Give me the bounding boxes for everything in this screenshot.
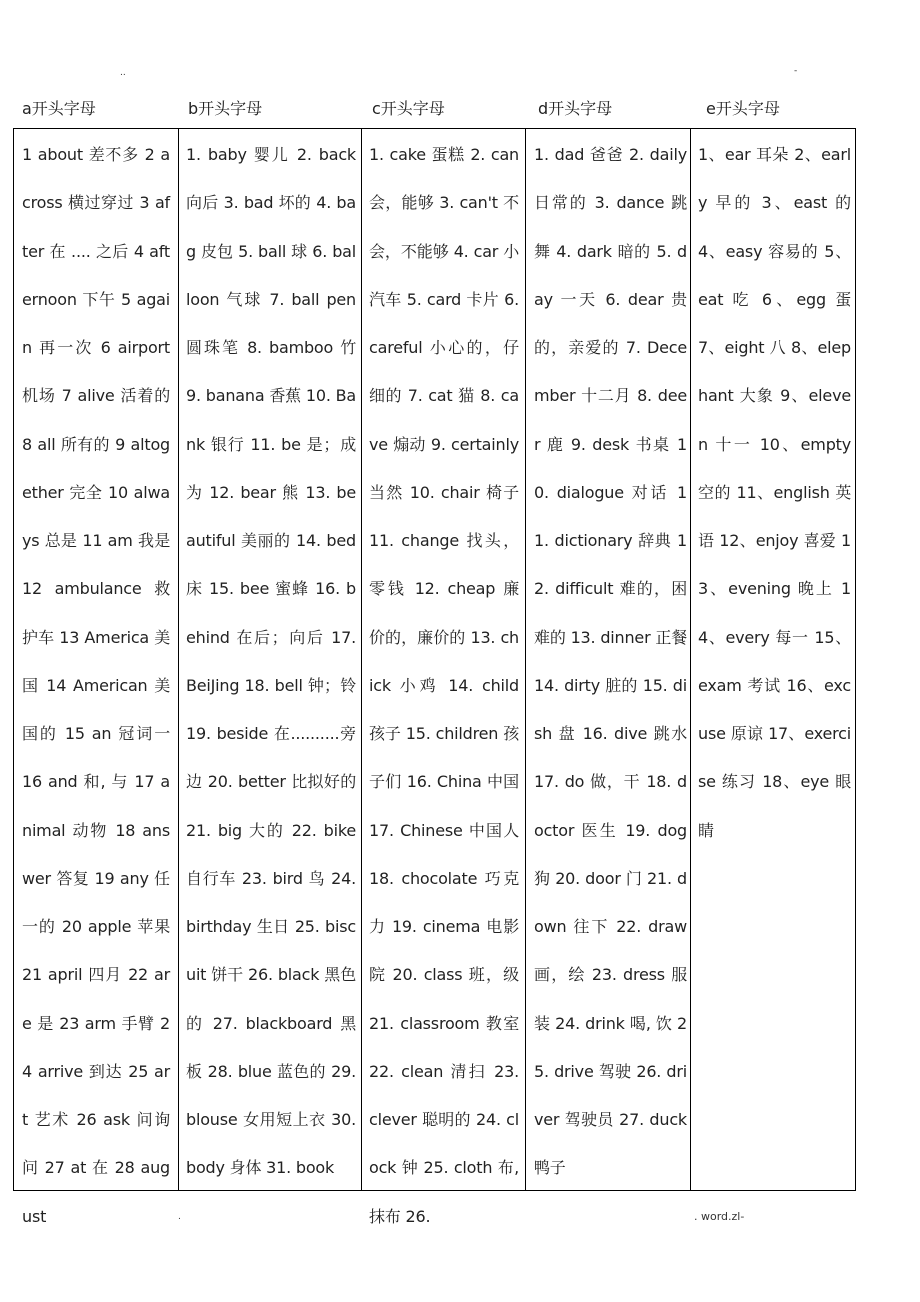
column-header-c: c开头字母 [372, 99, 445, 118]
page-footer-watermark: . word.zl- [694, 1210, 745, 1223]
table-cell-e [698, 131, 851, 1189]
column-header-a: a开头字母 [22, 99, 96, 118]
column-divider [361, 128, 362, 1191]
column-header-e: e开头字母 [706, 99, 780, 118]
table-cell-c [369, 131, 519, 1226]
page-mark-bottom-left: . [178, 1212, 181, 1222]
table-cell-a [22, 131, 170, 1226]
word-list-c: 1. cake 蛋糕 2. can 会，能够 3. can't 不会，不能够 4. car 小汽车 5. card 卡片 6. careful 小心的，仔细的 7. cat 猫 8. cave 煽动 9. certainly 当然 10. chair 椅子 11. change 找头，零钱 12. cheap 廉价的，廉价的 13. chick 小鸡 14. child 孩子 15. children 孩子们 16. China 中国 17. Chinese 中国人 18. chocolate 巧克力 19. cinema 电影院 20. class 班，级 21. classroom 教室 22. clean 清扫 23. clever 聪明的 24. clock 钟 25. cloth 布, 抹布 26. [369, 145, 519, 1226]
column-divider [525, 128, 526, 1191]
table-cell-d [534, 131, 687, 1189]
word-list-d: 1. dad 爸爸 2. daily 日常的 3. dance 跳舞 4. dark 暗的 5. day 一天 6. dear 贵的，亲爱的 7. December 十二月 8. deer 鹿 9. desk 书桌 10. dialogue 对话 11. dictionary 辞典 12. difficult 难的，困难的 13. dinner 正餐 14. dirty 脏的 15. dish 盘 16. dive 跳水 17. do 做，干 18. doctor 医生 19. dog 狗 20. door 门 21. down 往下 22. draw 画，绘 23. dress 服装 24. drink 喝, 饮 25. drive 驾驶 26. driver 驾驶员 27. duck 鸭子 [534, 145, 687, 1178]
column-header-d: d开头字母 [538, 99, 613, 118]
column-divider [690, 128, 691, 1191]
word-list-a: 1 about 差不多 2 across 横过穿过 3 after 在 .... 之后 4 afternoon 下午 5 again 再一次 6 airport 机场 7 alive 活着的 8 all 所有的 9 altogether 完全 10 always 总是 11 am 我是 12 ambulance 救护车 13 America 美国 14 American 美国的 15 an 冠词一 16 and 和, 与 17 animal 动物 18 answer 答复 19 any 任一的 20 apple 苹果 21 april 四月 22 are 是 23 arm 手臂 24 arrive 到达 25 art 艺术 26 ask 问询问 27 at 在 28 august [22, 145, 170, 1226]
table-cell-b [186, 131, 356, 1189]
page-mark-top-left: .. [120, 68, 126, 78]
column-header-b: b开头字母 [188, 99, 263, 118]
word-list-b: 1. baby 婴儿 2. back 向后 3. bad 坏的 4. bag 皮包 5. ball 球 6. balloon 气球 7. ball pen 圆珠笔 8. bamboo 竹 9. banana 香蕉 10. Bank 银行 11. be 是；成为 12. bear 熊 13. beautiful 美丽的 14. bed 床 15. bee 蜜蜂 16. behind 在后；向后 17. BeiJing 18. bell 钟；铃 19. beside 在..........旁边 20. better 比拟好的 21. big 大的 22. bike 自行车 23. bird 鸟 24. birthday 生日 25. biscuit 饼干 26. black 黑色的 27. blackboard 黑板 28. blue 蓝色的 29. blouse 女用短上衣 30. body 身体 31. book [186, 145, 356, 1178]
word-list-e: 1、ear 耳朵 2、early 早的 3、east 的 4、easy 容易的 5、eat 吃 6、egg 蛋 7、eight 八 8、elephant 大象 9、eleven 十一 10、empty 空的 11、english 英语 12、enjoy 喜爱 13、evening 晚上 14、every 每一 15、exam 考试 16、excuse 原谅 17、exercise 练习 18、eye 眼睛 [698, 145, 851, 840]
page-mark-top-right: - [794, 66, 798, 76]
column-divider [178, 128, 179, 1191]
